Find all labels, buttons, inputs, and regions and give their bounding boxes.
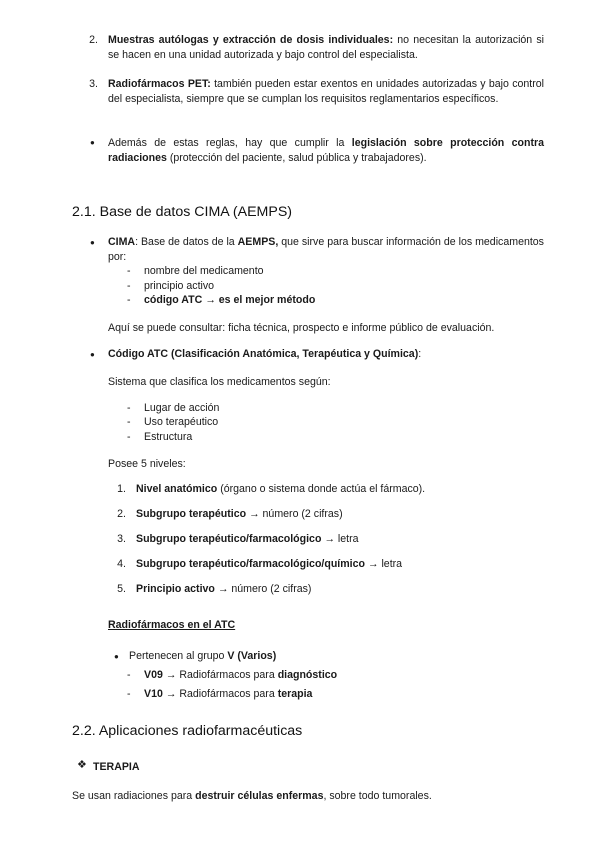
list-item: V10 → Radiofármacos para terapia bbox=[144, 688, 313, 700]
rules-paragraph: Además de estas reglas, hay que cumplir la legislación sobre protección contra radiaciones (protección del paciente, salud pública y trabajadores). bbox=[108, 137, 544, 164]
dash-marker: - bbox=[127, 669, 131, 681]
bullet-icon: ● bbox=[90, 138, 95, 147]
list-item: Principio activo → número (2 cifras) bbox=[136, 583, 312, 595]
dash-marker: - bbox=[127, 402, 131, 414]
dash-marker: - bbox=[127, 431, 131, 443]
list-number: 3. bbox=[89, 78, 98, 90]
list-item-bold: Radiofármacos PET: bbox=[108, 78, 211, 90]
dash-marker: - bbox=[127, 280, 131, 292]
list-item: Subgrupo terapéutico/farmacológico → letra bbox=[136, 533, 359, 545]
dash-marker: - bbox=[127, 265, 131, 277]
list-item bbox=[108, 33, 544, 62]
cima-paragraph: CIMA: Base de datos de la AEMPS, que sirve para buscar información de los medicamentos por: bbox=[108, 236, 544, 263]
list-number: 1. bbox=[117, 483, 126, 495]
list-item: código ATC → es el mejor método bbox=[144, 294, 316, 306]
list-item: Subgrupo terapéutico/farmacológico/químico → letra bbox=[136, 558, 403, 570]
list-item: Lugar de acción bbox=[144, 402, 220, 414]
classify-text: Sistema que clasifica los medicamentos según: bbox=[108, 376, 331, 388]
list-item-bold: Muestras autólogas y extracción de dosis individuales: bbox=[108, 34, 394, 46]
list-number: 4. bbox=[117, 558, 126, 570]
consult-text: Aquí se puede consultar: ficha técnica, prospecto e informe público de evaluación. bbox=[108, 322, 495, 334]
radio-heading: Radiofármacos en el ATC bbox=[108, 619, 236, 631]
paragraph: Se usan radiaciones para destruir células enfermas, sobre todo tumorales. bbox=[72, 790, 432, 802]
list-item: Subgrupo terapéutico → número (2 cifras) bbox=[136, 508, 343, 520]
bullet-icon: ● bbox=[90, 238, 95, 247]
list-item: nombre del medicamento bbox=[144, 265, 264, 277]
list-item-text: no necesitan la autorización si se hacen en una unidad autorizada y bajo control del especialista. bbox=[108, 34, 544, 61]
section-title: 2.1. Base de datos CIMA (AEMPS) bbox=[72, 204, 293, 220]
group-text: Pertenecen al grupo V (Varios) bbox=[129, 650, 277, 662]
bullet-icon: ● bbox=[114, 652, 119, 661]
list-item-text: también pueden estar exentos en unidades autorizadas y bajo control del especialista, siempre que se cumplan los requisitos reglamentarios específicos. bbox=[108, 78, 544, 105]
list-item: Nivel anatómico (órgano o sistema donde actúa el fármaco). bbox=[136, 483, 426, 495]
levels-intro: Posee 5 niveles: bbox=[108, 458, 186, 470]
list-item: V09 → Radiofármacos para diagnóstico bbox=[144, 669, 338, 681]
section-title: 2.2. Aplicaciones radiofarmacéuticas bbox=[72, 723, 303, 739]
bullet-icon: ● bbox=[90, 350, 95, 359]
dash-marker: - bbox=[127, 294, 131, 306]
list-item: Uso terapéutico bbox=[144, 416, 219, 428]
list-item bbox=[108, 77, 544, 106]
list-item: principio activo bbox=[144, 280, 215, 292]
diamond-icon: ❖ bbox=[77, 759, 87, 771]
dash-marker: - bbox=[127, 688, 131, 700]
list-number: 5. bbox=[117, 583, 126, 595]
list-number: 2. bbox=[89, 34, 98, 46]
list-number: 3. bbox=[117, 533, 126, 545]
list-number: 2. bbox=[117, 508, 126, 520]
list-item: Estructura bbox=[144, 431, 193, 443]
dash-marker: - bbox=[127, 416, 131, 428]
subheading: TERAPIA bbox=[93, 761, 140, 773]
atc-heading: Código ATC (Clasificación Anatómica, Terapéutica y Química): bbox=[108, 348, 422, 360]
